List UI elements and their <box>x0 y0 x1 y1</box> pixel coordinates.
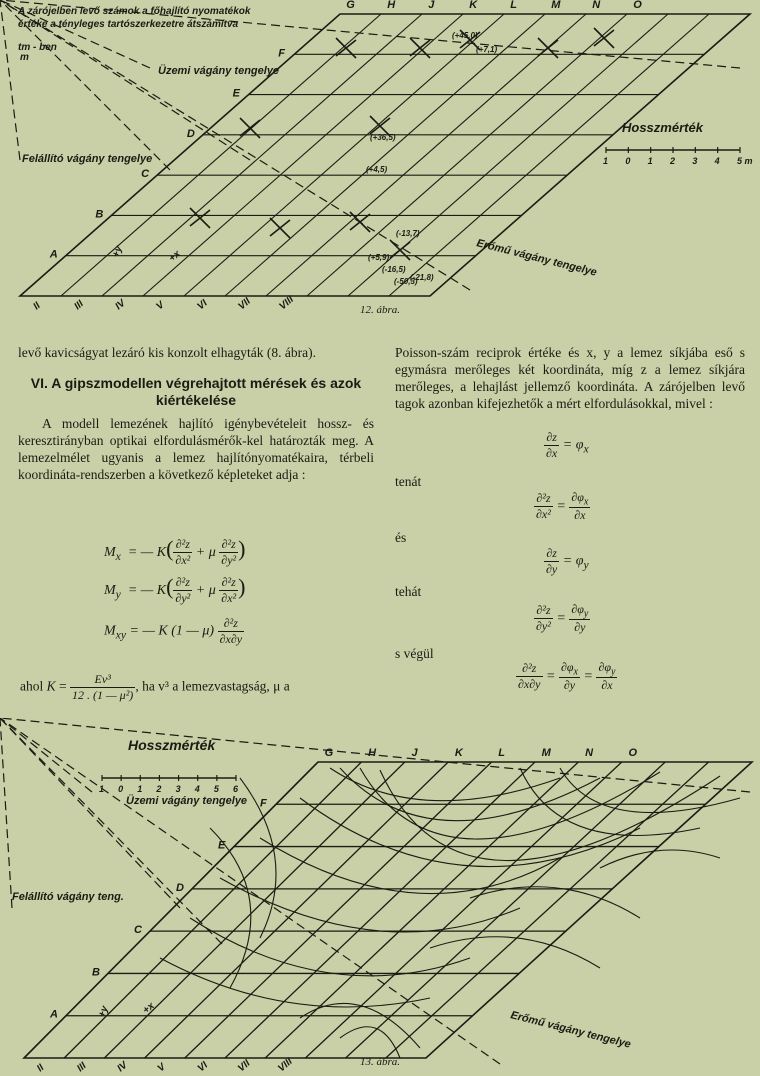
left-paragraph-2: A modell lemezének hajlító igénybevételeit hossz- és keresztirányban optikai elfordulásmérők-kel határozták meg. A lemezelmélet ugyanis a lemez hajlítónyomatékaira, térbeli koordináta-rendszerben a következő képleteket adja : <box>18 416 374 482</box>
fig13-label-eromu: Erőmű vágány tengelye <box>509 1009 633 1051</box>
principal-moment-cross <box>350 214 370 230</box>
fig13-scale-title: Hosszmérték <box>128 737 216 753</box>
grid-label-bottom: VI <box>195 297 210 313</box>
principal-moment-cross <box>270 220 290 236</box>
moment-value-label: (+36,5) <box>370 133 396 142</box>
grid-label-top: K <box>469 0 478 11</box>
grid-label-top: H <box>387 0 396 11</box>
grid-label-top: O <box>633 0 642 11</box>
moment-value-label: (-50,3) <box>394 277 418 286</box>
grid-label-bottom: II <box>34 1062 47 1075</box>
formula-my: $M_y$ = — K( $\frac{\text{∂²z}}{\text{∂y²}}$ + μ $\frac{\text{∂²z}}{\text{∂x²}}$ ) <box>104 574 246 606</box>
grid-label-left: C <box>134 924 142 937</box>
section-heading: VI. A gipszmodellen végrehajtott mérések és azok kiértékelése <box>30 375 362 408</box>
grid-label-left: E <box>218 839 226 852</box>
moment-value-label: (+45,0) <box>452 31 478 40</box>
grid-label-bottom: VI <box>195 1059 211 1075</box>
fig13-axis-x: +x <box>140 1000 157 1017</box>
ahol-word: ahol <box>20 678 44 694</box>
track-axis-line <box>0 718 12 908</box>
scale-tick-label: 4 <box>714 156 720 166</box>
scale-tick-label: 3 <box>175 784 181 794</box>
grid-label-left: E <box>232 87 240 100</box>
principal-moment-cross <box>538 40 558 56</box>
isoline-curve <box>210 828 251 988</box>
fig12-axis-y: +y <box>110 244 125 260</box>
grid-label-bottom: III <box>75 1060 89 1075</box>
formula-d2zdy2: $\frac{\text{∂²z}}{\text{∂y²}}$ = $\frac{\partial\varphi_y}{\partial y}$ <box>536 602 589 635</box>
grid-line-diagonal <box>184 14 504 296</box>
grid-label-top: L <box>498 747 506 759</box>
isoline-curve <box>300 1003 420 1048</box>
fig12-note-line-2: értéke a tényleges tartószerkezetre átszámítva <box>18 19 239 30</box>
grid-label-left: D <box>176 881 184 894</box>
fig12-caption: 12. ábra. <box>359 304 401 316</box>
grid-label-bottom: IV <box>113 297 128 313</box>
grid-label-left: C <box>141 168 150 181</box>
fig13-label-felallito: Felállító vágány teng. <box>12 891 124 903</box>
scale-tick-label: 2 <box>670 156 676 166</box>
principal-moment-cross <box>410 40 430 56</box>
grid-label-bottom: VIII <box>277 294 296 313</box>
grid-label-top: M <box>541 747 551 759</box>
isoline-curve <box>330 768 560 801</box>
word-vegul: s végül <box>395 646 434 661</box>
scale-tick-label: 5 m <box>737 156 753 166</box>
fig12-label-felallito: Felállító vágány tengelye <box>22 153 153 165</box>
moment-value-label: (+4,5) <box>366 165 388 174</box>
principal-moment-cross <box>594 30 614 46</box>
track-axis-line <box>0 718 92 792</box>
grid-label-bottom: IV <box>115 1059 130 1075</box>
scale-tick-label: 5 <box>213 784 219 794</box>
grid-line-diagonal <box>389 14 709 296</box>
grid-label-top: G <box>324 747 334 759</box>
grid-label-top: J <box>428 0 435 11</box>
principal-moment-cross <box>240 120 260 136</box>
grid-label-left: B <box>95 208 104 221</box>
scale-tick-label: 1 <box>137 784 143 794</box>
grid-label-bottom: V <box>154 299 167 313</box>
grid-label-left: B <box>92 966 100 979</box>
principal-moment-cross <box>336 40 356 56</box>
isoline-curve <box>600 850 720 868</box>
formula-k-line: ahol K = $\frac{\text{Ev³}}{\text{12 . (1 — μ²)}}$ , ha v³ a lemezvastagság, μ a <box>20 672 290 702</box>
track-axis-line <box>0 0 470 290</box>
isoline-curve <box>560 768 740 813</box>
grid-line-diagonal <box>143 14 463 296</box>
formula-mxy: $M_{xy}$ = — K (1 — μ) $\frac{\text{∂²z}}{\partial x\partial y}$ <box>104 616 243 646</box>
fig13-label-uzemi: Üzemi vágány tengelye <box>126 795 248 807</box>
scale-tick-label: 6 <box>233 784 239 794</box>
scale-tick-label: 1 <box>603 156 609 166</box>
grid-line-diagonal <box>305 762 621 1058</box>
moment-value-label: (-13,7) <box>396 229 420 238</box>
grid-label-bottom: VII <box>235 1058 253 1075</box>
grid-label-top: N <box>592 0 601 11</box>
grid-label-bottom: VIII <box>276 1056 295 1075</box>
grid-label-top: N <box>585 747 594 759</box>
word-tenat: tenát <box>395 474 422 489</box>
grid-label-top: L <box>510 0 517 11</box>
moment-value-label: (-16,5) <box>382 265 406 274</box>
principal-moment-cross <box>370 118 390 134</box>
formula-dzdy: $\frac{\partial z}{\partial y}$ = $\varphi_y$ <box>546 546 589 576</box>
moment-value-label: (+5,9) <box>368 253 390 262</box>
fig12-note-unit-den: m <box>20 52 29 63</box>
grid-label-left: F <box>260 797 267 810</box>
grid-label-bottom: III <box>72 298 86 313</box>
fig12-note-line-3: tm - ben <box>18 42 57 53</box>
word-tehat: tehát <box>395 584 422 599</box>
left-column <box>18 344 374 483</box>
fig12-label-eromu: Erőmű vágány tengelye <box>475 237 599 279</box>
grid-line-diagonal <box>346 762 666 1058</box>
fig13-axis-y: +y <box>96 1004 111 1020</box>
grid-label-left: F <box>278 47 286 60</box>
grid-label-bottom: V <box>155 1061 168 1075</box>
principal-moment-cross <box>190 210 210 226</box>
fig12-label-uzemi: Üzemi vágány tengelye <box>158 65 280 77</box>
grid-label-top: J <box>411 747 418 759</box>
scale-tick-label: 3 <box>692 156 698 166</box>
fig12-note-line-1: A zárójelben levő számok a főhajlító nyomatékok <box>18 6 251 17</box>
moment-value-label: (-21,8) <box>410 273 434 282</box>
scale-tick-label: 0 <box>625 156 631 166</box>
right-column <box>395 344 745 412</box>
grid-label-top: H <box>368 747 377 759</box>
grid-label-bottom: II <box>31 300 43 313</box>
grid-label-top: M <box>551 0 561 11</box>
grid-label-top: G <box>346 0 355 11</box>
right-paragraph-1: Poisson-szám reciprok értéke és x, y a lemez síkjába eső s egymásra merőleges két koordináta, míg z a lemez síkjára merőleges, a lehajlást jellemző koordináta. A zárójelben levő tagok azonban kifejezhetők a mért elfordulásokkal, mivel : <box>395 345 745 411</box>
formula-d2zdxdy: $\frac{\text{∂²z}}{\partial x\partial y}$ = $\frac{\partial\varphi_x}{\partial y}$ = $\frac{\partial\varphi_y}{\partial x}$ <box>518 660 616 693</box>
word-es: és <box>395 530 407 545</box>
grid-label-bottom: VII <box>236 296 253 313</box>
scale-tick-label: 4 <box>194 784 200 794</box>
grid-label-top: K <box>454 747 463 759</box>
grid-label-top: O <box>628 747 638 759</box>
grid-label-left: D <box>186 127 195 140</box>
isoline-curve <box>190 918 470 976</box>
formula-dzdx: $\frac{\partial z}{\partial x}$ = $\varphi_x$ <box>546 430 589 460</box>
scale-tick-label: 1 <box>647 156 653 166</box>
formula-d2zdx2: $\frac{\text{∂²z}}{\text{∂x²}}$ = $\frac{\partial\varphi_x}{\partial x}$ <box>536 490 589 523</box>
grid-label-left: A <box>49 248 58 261</box>
fig12-axis-x: +x <box>166 248 183 265</box>
left-paragraph-1: levő kavicságyat lezáró kis konzolt elhagyták (8. ábra). <box>18 345 317 360</box>
moment-value-label: (+7,1) <box>476 45 498 54</box>
after-k-text: , ha v³ a lemezvastagság, μ a <box>135 678 290 694</box>
fig12-scale-title: Hosszmérték <box>622 120 703 135</box>
grid-label-left: A <box>50 1008 58 1021</box>
scale-tick-label: 0 <box>118 784 124 794</box>
track-axis-line <box>0 0 20 160</box>
figure-12-plate-grid <box>0 0 760 330</box>
scale-tick-label: 1 <box>99 784 105 794</box>
formula-mx: $M_x$ = — K( $\frac{\text{∂²z}}{\text{∂x²}}$ + μ $\frac{\text{∂²z}}{\text{∂y²}}$ ) <box>104 536 246 568</box>
figure-13-contour-plate <box>0 718 760 1076</box>
scale-tick-label: 2 <box>156 784 162 794</box>
fig13-caption: 13. ábra. <box>359 1056 401 1068</box>
